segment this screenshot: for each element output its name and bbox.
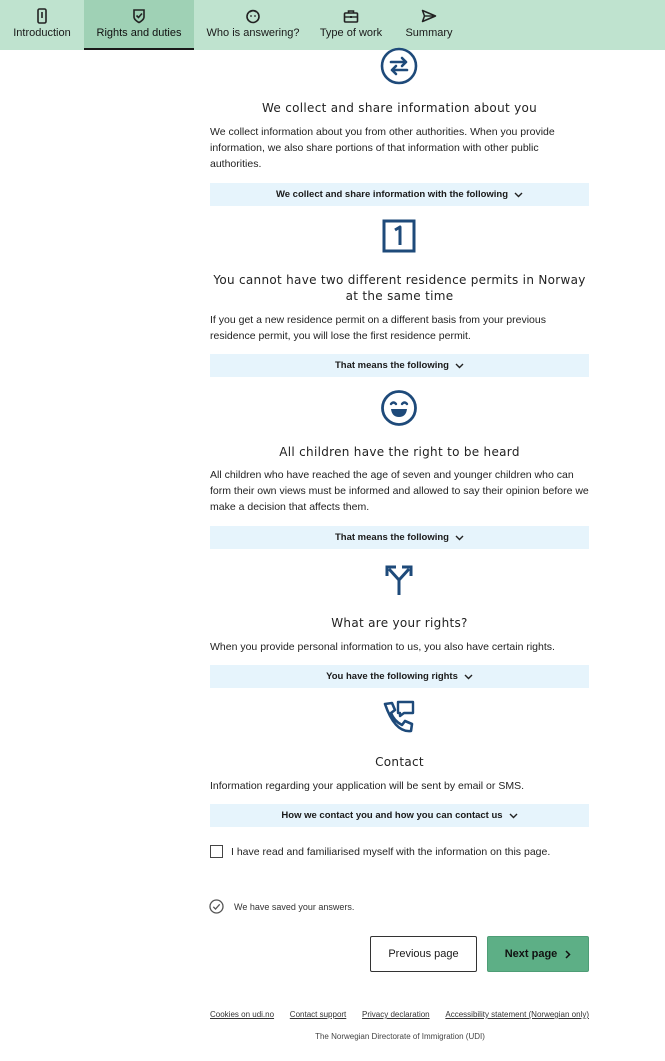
chevron-down-icon <box>455 535 464 541</box>
tab-label: Type of work <box>319 27 383 39</box>
tab-label: Who is answering? <box>206 27 300 39</box>
footer-link-privacy[interactable]: Privacy declaration <box>362 1010 430 1019</box>
accordion-label: That means the following <box>334 532 449 543</box>
accordion-collect-share[interactable] <box>210 183 589 206</box>
fork-arrows-icon <box>380 560 418 598</box>
tab-summary[interactable] <box>390 0 468 50</box>
chevron-right-icon <box>565 950 571 959</box>
accordion-label: How we contact you and how you can contact us <box>281 810 503 821</box>
next-page-button[interactable] <box>487 936 589 972</box>
chevron-down-icon <box>464 674 473 680</box>
tab-label: Summary <box>405 27 453 39</box>
accordion-residence-permits[interactable] <box>210 354 589 377</box>
section-text: All children who have reached the age of seven and younger children who can form their own views must be informed and allowed to say their opinion before we make a decision that affects them. <box>210 469 589 513</box>
section-title: We collect and share information about you <box>261 101 538 115</box>
next-page-label: Next page <box>504 948 558 960</box>
smiley-icon <box>380 389 418 427</box>
accordion-label: That means the following <box>334 360 449 371</box>
footer-link-contact-support[interactable]: Contact support <box>289 1010 347 1019</box>
footer-link-accessibility[interactable]: Accessibility statement (Norwegian only) <box>445 1010 589 1019</box>
tab-who-is-answering[interactable] <box>194 0 312 50</box>
footer-link-cookies[interactable]: Cookies on udi.no <box>210 1010 275 1019</box>
tab-type-of-work[interactable] <box>312 0 390 50</box>
confirm-read-label[interactable]: I have read and familiarised myself with the information on this page. <box>231 845 551 858</box>
section-text: Information regarding your application will be sent by email or SMS. <box>210 780 524 792</box>
section-title: You cannot have two different residence permits in Norway at the same time <box>213 273 586 303</box>
tab-introduction[interactable] <box>0 0 84 50</box>
phone-icon <box>34 8 50 24</box>
check-circle-icon <box>209 899 224 914</box>
accordion-your-rights[interactable] <box>210 665 589 688</box>
send-icon <box>421 8 437 24</box>
section-title: All children have the right to be heard <box>279 445 520 459</box>
section-text: We collect information about you from other authorities. When you provide information, we also share portions of that information with other public authorities. <box>210 126 555 170</box>
section-text: If you get a new residence permit on a different basis from your previous residence permit, you will lose the first residence permit. <box>210 314 546 342</box>
exchange-arrows-icon <box>380 47 418 85</box>
face-icon <box>245 8 261 24</box>
accordion-children-heard[interactable] <box>210 526 589 549</box>
confirm-read-row <box>210 845 550 858</box>
accordion-label: We collect and share information with the following <box>275 189 509 200</box>
section-text: When you provide personal information to us, you also have certain rights. <box>210 641 555 653</box>
top-navigation <box>0 0 665 50</box>
footer-organization: The Norwegian Directorate of Immigration (UDI) <box>315 1032 485 1041</box>
saved-label: We have saved your answers. <box>234 901 355 912</box>
accordion-contact[interactable] <box>210 804 589 827</box>
footer-links <box>210 1010 589 1019</box>
chevron-down-icon <box>455 363 464 369</box>
tab-label: Rights and duties <box>96 27 182 39</box>
tab-rights-and-duties[interactable] <box>84 0 194 50</box>
previous-page-label: Previous page <box>388 948 459 960</box>
previous-page-button[interactable] <box>370 936 477 972</box>
saved-status <box>209 899 354 914</box>
section-title: What are your rights? <box>331 616 468 630</box>
phone-message-icon <box>380 699 418 737</box>
confirm-read-checkbox[interactable] <box>210 845 223 858</box>
chevron-down-icon <box>509 813 518 819</box>
tab-label: Introduction <box>13 27 71 39</box>
accordion-label: You have the following rights <box>326 671 458 682</box>
shield-check-icon <box>131 8 147 24</box>
number-one-icon <box>380 217 418 255</box>
section-title: Contact <box>375 755 424 769</box>
briefcase-icon <box>343 8 359 24</box>
chevron-down-icon <box>514 192 523 198</box>
